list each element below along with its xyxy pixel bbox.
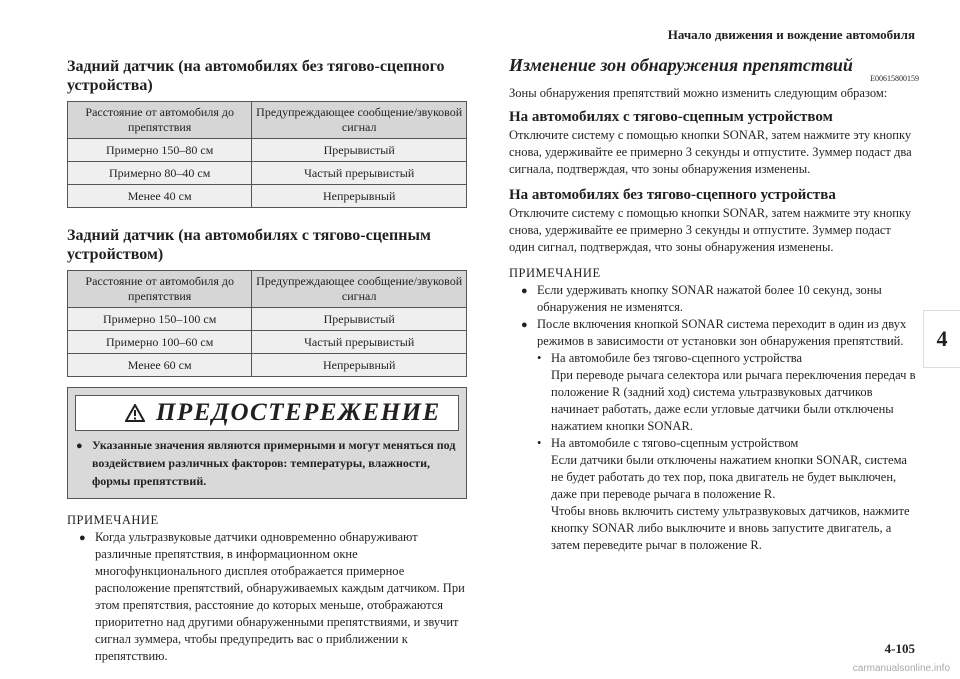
warning-body: [68, 431, 466, 498]
table-row: [68, 185, 467, 208]
bullet-icon: ●: [76, 440, 83, 452]
sub-note-body: [551, 350, 919, 435]
sub-note-title: На автомобиле без тягово-сцепного устройства: [551, 351, 803, 365]
note-label: ПРИМЕЧАНИЕ: [509, 266, 601, 280]
watermark: carmanualsonline.info: [852, 663, 950, 674]
warning-title: ПРЕДОСТЕРЕЖЕНИЕ: [156, 399, 441, 426]
chapter-tab: 4: [923, 310, 960, 368]
cell-signal: Непрерывный: [252, 354, 467, 377]
note-item: [509, 282, 919, 316]
cell-signal: Прерывистый: [252, 308, 467, 331]
cell-distance: Менее 40 см: [68, 185, 252, 208]
distance-table-with-towbar: [67, 270, 467, 377]
table-row: [68, 162, 467, 185]
distance-table-no-towbar: [67, 101, 467, 208]
sub-note-item: [509, 350, 919, 435]
note-text: Если удерживать кнопку SONAR нажатой более 10 секунд, зоны обнаружения не изменятся.: [537, 283, 882, 314]
warning-header: [75, 395, 459, 431]
note-item: [67, 529, 467, 665]
cell-signal: Частый прерывистый: [252, 162, 467, 185]
table-row: [68, 354, 467, 377]
cell-distance: Примерно 150–80 см: [68, 139, 252, 162]
subsection-title-no-towbar: На автомобилях без тягово-сцепного устройства: [509, 187, 836, 203]
bullet-icon: ●: [521, 319, 528, 331]
dot-icon: •: [537, 436, 542, 450]
section-title-with-towbar: Задний датчик (на автомобилях с тягово-сцепным устройством): [67, 227, 431, 263]
section-code: E00615800159: [870, 74, 919, 83]
bullet-icon: ●: [521, 285, 528, 297]
note-text: После включения кнопкой SONAR система переходит в один из двух режимов в зависимости от установки зон обнаружения препятствий.: [537, 317, 907, 348]
warning-text: Указанные значения являются примерными и могут меняться под воздействием различных факторов: температуры, влажности, формы препятствий.: [92, 438, 456, 488]
sub-note-body: [551, 435, 919, 554]
table-header-signal: Предупреждающее сообщение/звуковой сигнал: [252, 102, 467, 139]
chapter-header: Начало движения и вождение автомобиля: [667, 27, 915, 42]
note-text: Когда ультразвуковые датчики одновременно обнаруживают различные препятствия, в информационном окне многофункционального дисплея отображается примерное расположение препятствий, обнаруживаемых каждым датчиком. При этом препятствия, расстояние до которых меньше, отображаются приоритетно над другими обнаруженными препятствиями, и звучит сигнал зуммера, чтобы предупредить вас о приближении к препятствию.: [95, 530, 465, 663]
warning-box: [67, 387, 467, 499]
section-title-change-zones: Изменение зон обнаружения препятствий: [509, 55, 853, 75]
table-row: [68, 331, 467, 354]
warning-triangle-icon: [124, 404, 146, 422]
table-header-signal: Предупреждающее сообщение/звуковой сигнал: [252, 271, 467, 308]
note-label: ПРИМЕЧАНИЕ: [67, 513, 159, 527]
cell-signal: Непрерывный: [252, 185, 467, 208]
right-column: [509, 55, 919, 554]
intro-text: Зоны обнаружения препятствий можно изменить следующим образом:: [509, 86, 888, 100]
page-number: 4-105: [884, 641, 915, 656]
sub-note-item: [509, 435, 919, 554]
cell-distance: Примерно 80–40 см: [68, 162, 252, 185]
left-column: [67, 57, 467, 665]
cell-distance: Примерно 150–100 см: [68, 308, 252, 331]
cell-distance: Примерно 100–60 см: [68, 331, 252, 354]
cell-distance: Менее 60 см: [68, 354, 252, 377]
table-row: [68, 308, 467, 331]
subsection-text-with-towbar: Отключите систему с помощью кнопки SONAR, затем нажмите эту кнопку снова, удерживайте ее примерно 3 секунды и отпустите. Зуммер подаст два сигнала, подтверждая, что зоны обнаружения изменены.: [509, 128, 912, 176]
sub-note-text: При переводе рычага селектора или рычага переключения передач в положение R (задний ход) система ультразвуковых датчиков начинает работать, даже если угловые датчики были отключены нажатием кнопки SONAR.: [551, 368, 916, 433]
sub-note-text: Чтобы вновь включить систему ультразвуковых датчиков, нажмите кнопку SONAR либо выключите и вновь запустите двигатель, а затем переведите рычаг в положение R.: [551, 504, 910, 552]
sub-note-title: На автомобиле с тягово-сцепным устройством: [551, 436, 799, 450]
cell-signal: Прерывистый: [252, 139, 467, 162]
section-title-no-towbar: Задний датчик (на автомобилях без тягово-сцепного устройства): [67, 58, 445, 94]
bullet-icon: ●: [79, 532, 86, 544]
note-item: [509, 316, 919, 350]
table-header-distance: Расстояние от автомобиля до препятствия: [68, 271, 252, 308]
dot-icon: •: [537, 351, 542, 365]
table-header-distance: Расстояние от автомобиля до препятствия: [68, 102, 252, 139]
subsection-title-with-towbar: На автомобилях с тягово-сцепным устройством: [509, 109, 833, 125]
sub-note-text: Если датчики были отключены нажатием кнопки SONAR, система не будет работать до тех пор, пока двигатель не будет выключен, даже при переводе рычага в положение R.: [551, 453, 907, 501]
subsection-text-no-towbar: Отключите систему с помощью кнопки SONAR, затем нажмите эту кнопку снова, удерживайте ее примерно 3 секунды и отпустите. Зуммер подаст один сигнал, подтверждая, что зоны обнаружения изменены.: [509, 206, 912, 254]
table-row: [68, 139, 467, 162]
cell-signal: Частый прерывистый: [252, 331, 467, 354]
